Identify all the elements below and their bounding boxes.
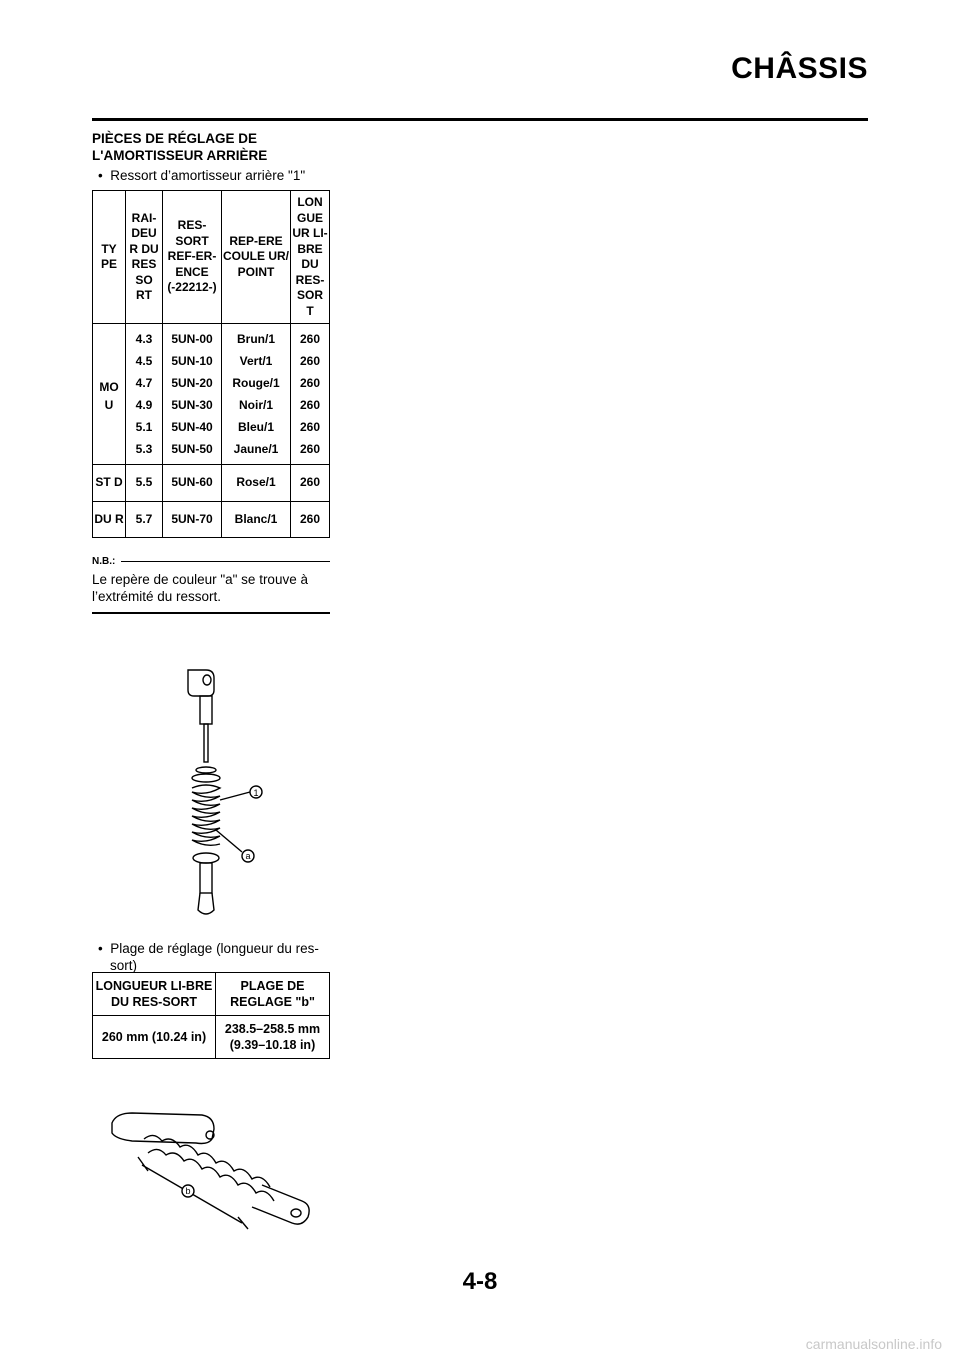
- shock-top-housing: [112, 1113, 214, 1144]
- shock-eye-hole: [203, 675, 211, 685]
- rate-cell: 4.5: [126, 350, 163, 372]
- rear-spring-coils: [192, 785, 220, 845]
- note-text: Le repère de couleur "a" se trouve à l’extrémité du ressort.: [92, 571, 330, 614]
- rate-cell: 5.3: [126, 438, 163, 465]
- bullet-spring: • Ressort d’amortisseur arrière "1": [98, 168, 306, 183]
- spring-seat-bottom: [193, 853, 219, 863]
- reference-cell: 5UN-30: [163, 394, 222, 416]
- length-cell: 260: [291, 394, 330, 416]
- shock-bottom-eye: [198, 893, 214, 914]
- leader-line-1: [220, 792, 250, 800]
- table-row: [93, 438, 330, 465]
- adjust-range-table: [92, 972, 330, 1059]
- bullet-range-line: • Plage de réglage (longueur du res-sort): [98, 941, 319, 973]
- header-color: REP-ERE COULE UR/ POINT: [222, 191, 291, 324]
- table-row: [93, 324, 330, 351]
- spring-seat-top-ring: [192, 774, 220, 782]
- spring-table-header: [93, 191, 330, 324]
- length-cell: 260: [291, 372, 330, 394]
- range-table-header: [93, 973, 330, 1016]
- callout-a: a: [245, 851, 251, 861]
- header-rule: [92, 118, 868, 121]
- type-cell-dur: DU R: [93, 501, 126, 538]
- length-cell: 260: [291, 501, 330, 538]
- left-column: [92, 130, 330, 614]
- color-cell: Brun/1: [222, 324, 291, 351]
- header-rate: RAI-DEU R DU RES SO RT: [126, 191, 163, 324]
- color-cell: Bleu/1: [222, 416, 291, 438]
- length-cell: 260: [291, 350, 330, 372]
- header-adjust-range: PLAGE DE REGLAGE "b": [216, 973, 330, 1016]
- leader-line-a: [216, 830, 242, 852]
- color-cell: Jaune/1: [222, 438, 291, 465]
- shock-upper-body: [200, 696, 212, 724]
- header-type: TY PE: [93, 191, 126, 324]
- range-table-wrap: [92, 972, 330, 1059]
- length-cell: 260: [291, 438, 330, 465]
- table-row: [93, 416, 330, 438]
- rate-cell: 5.7: [126, 501, 163, 538]
- note-label: N.B.:: [92, 556, 116, 567]
- bullet-spring-text: Ressort d’amortisseur arrière "1": [110, 168, 306, 183]
- note-header-rule: [121, 561, 330, 562]
- rate-cell: 5.1: [126, 416, 163, 438]
- reference-cell: 5UN-10: [163, 350, 222, 372]
- callout-1: 1: [253, 788, 259, 798]
- section-title-line2: L'AMORTISSEUR ARRIÈRE: [92, 148, 268, 163]
- color-cell: Rose/1: [222, 465, 291, 502]
- page-number: 4-8: [462, 1268, 498, 1295]
- type-cell-mou: MO U: [93, 324, 126, 465]
- color-cell: Blanc/1: [222, 501, 291, 538]
- length-cell: 260: [291, 416, 330, 438]
- reference-cell: 5UN-70: [163, 501, 222, 538]
- note-block: [92, 556, 330, 614]
- color-cell: Vert/1: [222, 350, 291, 372]
- bullet-range: [92, 940, 330, 974]
- color-cell: Rouge/1: [222, 372, 291, 394]
- shock-lower-body: [200, 863, 212, 893]
- table-row: [93, 394, 330, 416]
- table-row: [93, 350, 330, 372]
- shock-length-figure: [92, 1105, 332, 1235]
- rate-cell: 5.5: [126, 465, 163, 502]
- reference-cell: 5UN-00: [163, 324, 222, 351]
- header-reference: RES-SORT REF-ER-ENCE (-22212-): [163, 191, 222, 324]
- reference-cell: 5UN-40: [163, 416, 222, 438]
- reference-cell: 5UN-50: [163, 438, 222, 465]
- table-row: [93, 372, 330, 394]
- reference-cell: 5UN-60: [163, 465, 222, 502]
- watermark: carmanualsonline.info: [805, 1336, 942, 1352]
- shock-absorber-spring-figure: [168, 660, 278, 920]
- header-free-length: LON GUE UR LI-BRE DU RES-SOR T: [291, 191, 330, 324]
- page-header-title: CHÂSSIS: [731, 52, 868, 85]
- rate-cell: 4.3: [126, 324, 163, 351]
- rate-cell: 4.9: [126, 394, 163, 416]
- bullet-range-text: Plage de réglage (longueur du res-sort): [110, 941, 319, 973]
- table-row: [93, 501, 330, 538]
- adjust-range-value: 238.5–258.5 mm (9.39–10.18 in): [216, 1016, 330, 1059]
- callout-b: b: [185, 1186, 191, 1196]
- length-cell: 260: [291, 324, 330, 351]
- spring-seat-top: [196, 767, 216, 773]
- table-row: [93, 1016, 330, 1059]
- note-header: [92, 556, 330, 567]
- table-row: [93, 465, 330, 502]
- reference-cell: 5UN-20: [163, 372, 222, 394]
- section-title-line1: PIÈCES DE RÉGLAGE DE: [92, 131, 258, 146]
- shock-rod: [204, 724, 208, 762]
- spring-table: [92, 190, 330, 538]
- dimension-tick-end: [238, 1217, 248, 1229]
- shock-lower-hole: [291, 1209, 301, 1217]
- header-free-length: LONGUEUR LI-BRE DU RES-SORT: [93, 973, 216, 1016]
- rate-cell: 4.7: [126, 372, 163, 394]
- type-cell-std: ST D: [93, 465, 126, 502]
- free-length-value: 260 mm (10.24 in): [93, 1016, 216, 1059]
- color-cell: Noir/1: [222, 394, 291, 416]
- dimension-tick-start: [138, 1157, 148, 1171]
- length-cell: 260: [291, 465, 330, 502]
